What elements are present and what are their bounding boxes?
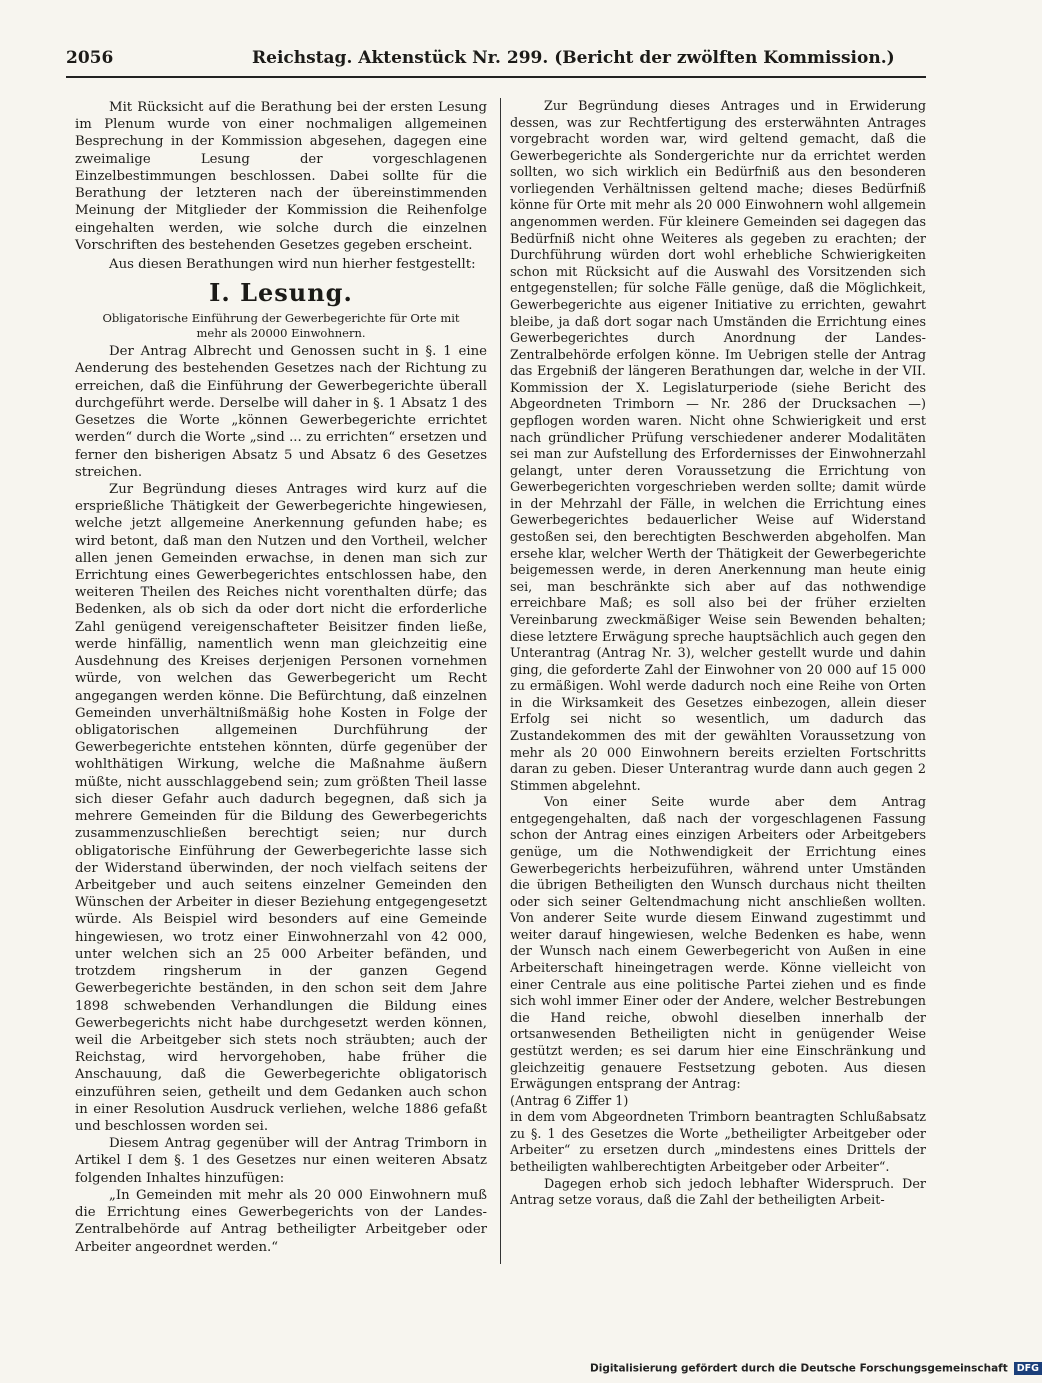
block-quote: „In Gemeinden mit mehr als 20 000 Einwohnern muß die Errichtung eines Gewerbegerichts von der Landes-Zentralbehörde auf Antrag betheiligter Arbeitgeber oder Arbeiter angeordnet werden.“ (75, 1187, 487, 1255)
right-column (510, 99, 926, 1210)
paragraph: Von einer Seite wurde aber dem Antrag entgegengehalten, daß nach der vorgeschlagenen Fassung schon der Antrag eines einzigen Arbeiters oder Arbeitgebers genüge, um die Nothwendigkeit der Errichtung eines Gewerbegerichts herbeizuführen, während unter Umständen die übrigen Betheiligten den Wunsch durchaus nicht theilten oder sich seiner Geltendmachung nicht anschließen wollten. Von anderer Seite wurde diesem Einwand zugestimmt und weiter darauf hingewiesen, welche Bedenken es habe, wenn der Wunsch nach einem Gewerbegericht von Außen in eine Arbeiterschaft hineingetragen werde. Könne vielleicht von einer Centrale aus eine politische Partei ziehen und es finde sich wohl immer Einer oder der Andere, welcher Bestrebungen die Hand reiche, obwohl dieselben innerhalb der ortsanwesenden Betheiligten nicht in genügender Weise gestützt werden; es sei darum hier eine Einschränkung und gleichzeitig genauere Festsetzung geboten. Aus diesen Erwägungen entsprang der Antrag: (510, 795, 926, 1093)
page-number: 2056 (66, 48, 114, 68)
paragraph: Zur Begründung dieses Antrages und in Erwiderung dessen, was zur Rechtfertigung des ersterwähnten Antrages vorgebracht worden war, wird geltend gemacht, daß die Gewerbegerichte als Sondergerichte nur da errichtet werden sollten, wo sich wirklich ein Bedürfniß aus den besonderen vorliegenden Verhältnissen geltend mache; dieses Bedürfniß könne für Orte mit mehr als 20 000 Einwohnern wohl allgemein angenommen werden. Für kleinere Gemeinden sei dagegen das Bedürfniß nicht ohne Weiteres als gegeben zu erachten; der Durchführung würden dort wohl erhebliche Schwierigkeiten schon mit Rücksicht auf die Auswahl des Vorsitzenden sich entgegenstellen; für solche Fälle genüge, daß die Möglichkeit, Gewerbegerichte aus eigener Initiative zu errichten, gewahrt bleibe, ja daß dort sogar nach Umständen die Errichtung eines Gewerbegerichtes durch Anordnung der Landes-Zentralbehörde erfolgen könne. Im Uebrigen stelle der Antrag das Ergebniß der längeren Berathungen dar, welche in der VII. Kommission der X. Legislaturperiode (siehe Bericht des Abgeordneten Trimborn — Nr. 286 der Drucksachen —) gepflogen worden waren. Nicht ohne Schwierigkeit und erst nach gründlicher Prüfung verschiedener anderer Modalitäten sei man zur Aufstellung des Erfordernisses der Einwohnerzahl gelangt, unter deren Voraussetzung die Errichtung von Gewerbegerichten vorgeschrieben werden sollte; damit würde in der Mehrzahl der Fälle, in welchen die Errichtung eines Gewerbegerichtes bedauerlicher Weise auf Widerstand gestoßen sei, den berechtigten Beschwerden abgeholfen. Man ersehe klar, welcher Werth der Thätigkeit der Gewerbegerichte beigemessen werde, in deren Anerkennung man heute einig sei, man beschränkte sich aber auf das nothwendige erreichbare Maß; es soll also bei der früher erzielten Vereinbarung zweckmäßiger Weise sein Bewenden behalten; diese letztere Erwägung spreche hauptsächlich auch gegen den Unterantrag (Antrag Nr. 3), welcher gestellt wurde und dahin ging, die geforderte Zahl der Einwohner von 20 000 auf 15 000 zu ermäßigen. Wohl werde dadurch noch eine Reihe von Orten in die Wirksamkeit des Gesetzes einbezogen, allein dieser Erfolg sei nicht so wesentlich, um dadurch das Zustandekommen des mit der gewählten Voraussetzung von mehr als 20 000 Einwohnern bereits erzielten Fortschritts daran zu geben. Dieser Unterantrag wurde dann auch gegen 2 Stimmen abgelehnt. (510, 99, 926, 794)
footer-text: Digitalisierung gefördert durch die Deutsche Forschungsgemeinschaft (590, 1362, 1008, 1375)
paragraph: Der Antrag Albrecht und Genossen sucht in §. 1 eine Aenderung des bestehenden Gesetzes nach der Richtung zu erreichen, daß die Einführung der Gewerbegerichte überall durchgeführt werde. Derselbe will daher in §. 1 Absatz 1 des Gesetzes die Worte „können Gewerbegerichte errichtet werden“ durch die Worte „sind ... zu errichten“ ersetzen und ferner den bisherigen Absatz 5 und Absatz 6 des Gesetzes streichen. (75, 344, 487, 480)
left-column (75, 99, 487, 1256)
quote-label: (Antrag 6 Ziffer 1) (510, 1093, 629, 1109)
column-divider (500, 98, 501, 1264)
page-header (66, 48, 924, 72)
paragraph: Mit Rücksicht auf die Berathung bei der ersten Lesung im Plenum wurde von einer nochmaligen allgemeinen Besprechung in der Kommission abgesehen, dagegen eine zweimalige Lesung der vorgeschlagenen Einzelbestimmungen beschlossen. Dabei sollte für die Berathung der letzteren nach der übereinstimmenden Meinung der Mitglieder der Kommission die Reihenfolge eingehalten werden, wie solche durch die einzelnen Vorschriften des bestehenden Gesetzes gegeben erscheint. (75, 100, 487, 253)
dfg-logo: DFG (1014, 1362, 1042, 1375)
footer-credit (590, 1362, 1039, 1378)
block-quote: in dem vom Abgeordneten Trimborn beantragten Schlußabsatz zu §. 1 des Gesetzes die Worte „betheiligter Arbeitgeber oder Arbeiter“ zu ersetzen durch „mindestens eines Drittels der betheiligten wahlberechtigten Arbeitgeber oder Arbeiter“. (510, 1110, 926, 1175)
section-title: I. Lesung. (209, 278, 353, 308)
paragraph: Dagegen erhob sich jedoch lebhafter Widerspruch. Der Antrag setze voraus, daß die Zahl der betheiligten Arbeit- (510, 1176, 926, 1209)
section-subtitle: Obligatorische Einführung der Gewerbegerichte für Orte mit mehr als 20000 Einwohnern. (102, 311, 460, 341)
running-title: Reichstag. Aktenstück Nr. 299. (Bericht der zwölften Kommission.) (252, 48, 895, 68)
header-rule (66, 76, 926, 78)
paragraph: Zur Begründung dieses Antrages wird kurz auf die ersprießliche Thätigkeit der Gewerbegerichte hingewiesen, welche jetzt allgemeine Anerkennung gefunden habe; es wird betont, daß man den Nutzen und den Vortheil, welcher allen jenen Gemeinden erwachse, in denen man sich zur Errichtung eines Gewerbegerichtes entschlossen habe, den weiteren Theilen des Reiches nicht vorenthalten dürfe; das Bedenken, als ob sich da oder dort nicht die erforderliche Zahl genügend vereigenschafteter Beisitzer finden ließe, werde hinfällig, namentlich wenn man gleichzeitig eine Ausdehnung des Kreises derjenigen Personen vornehmen würde, von welchen das Gewerbegericht um Recht angegangen werden könne. Die Befürchtung, daß einzelnen Gemeinden unverhältnißmäßig hohe Kosten in Folge der obligatorischen allgemeinen Durchführung der Gewerbegerichte entstehen könnten, dürfe gegenüber der wohlthätigen Wirkung, welche die Maßnahme äußern müßte, nicht ausschlaggebend sein; zum größten Theil lasse sich dieser Gefahr auch dadurch begegnen, daß sich ja mehrere Gemeinden für die Bildung des Gewerbegerichts zusammenzuschließen berechtigt seien; nur durch obligatorische Einführung der Gewerbegerichte lasse sich der Widerstand überwinden, der noch vielfach seitens der Arbeitgeber und auch seitens einzelner Gemeinden den Wünschen der Arbeiter in dieser Beziehung entgegengesetzt würde. Als Beispiel wird besonders auf eine Gemeinde hingewiesen, wo trotz einer Einwohnerzahl von 42 000, unter welchen sich an 25 000 Arbeiter befänden, und trotzdem ringsherum in der ganzen Gegend Gewerbegerichte beständen, in den schon seit dem Jahre 1898 schwebenden Verhandlungen die Bildung eines Gewerbegerichts nicht habe durchgesetzt werden können, weil die Arbeitgeber sich stets noch sträubten; auch der Reichstag, wird hervorgehoben, habe früher die Anschauung, daß die Gewerbegerichte obligatorisch einzuführen seien, getheilt und dem Gedanken auch schon in einer Resolution Ausdruck verliehen, welche 1886 gefaßt und beschlossen worden sei. (75, 481, 487, 1135)
paragraph: Aus diesen Berathungen wird nun hierher festgestellt: (109, 256, 476, 272)
paragraph: Diesem Antrag gegenüber will der Antrag Trimborn in Artikel I dem §. 1 des Gesetzes nur einen weiteren Absatz folgenden Inhaltes hinzufügen: (75, 1136, 487, 1186)
